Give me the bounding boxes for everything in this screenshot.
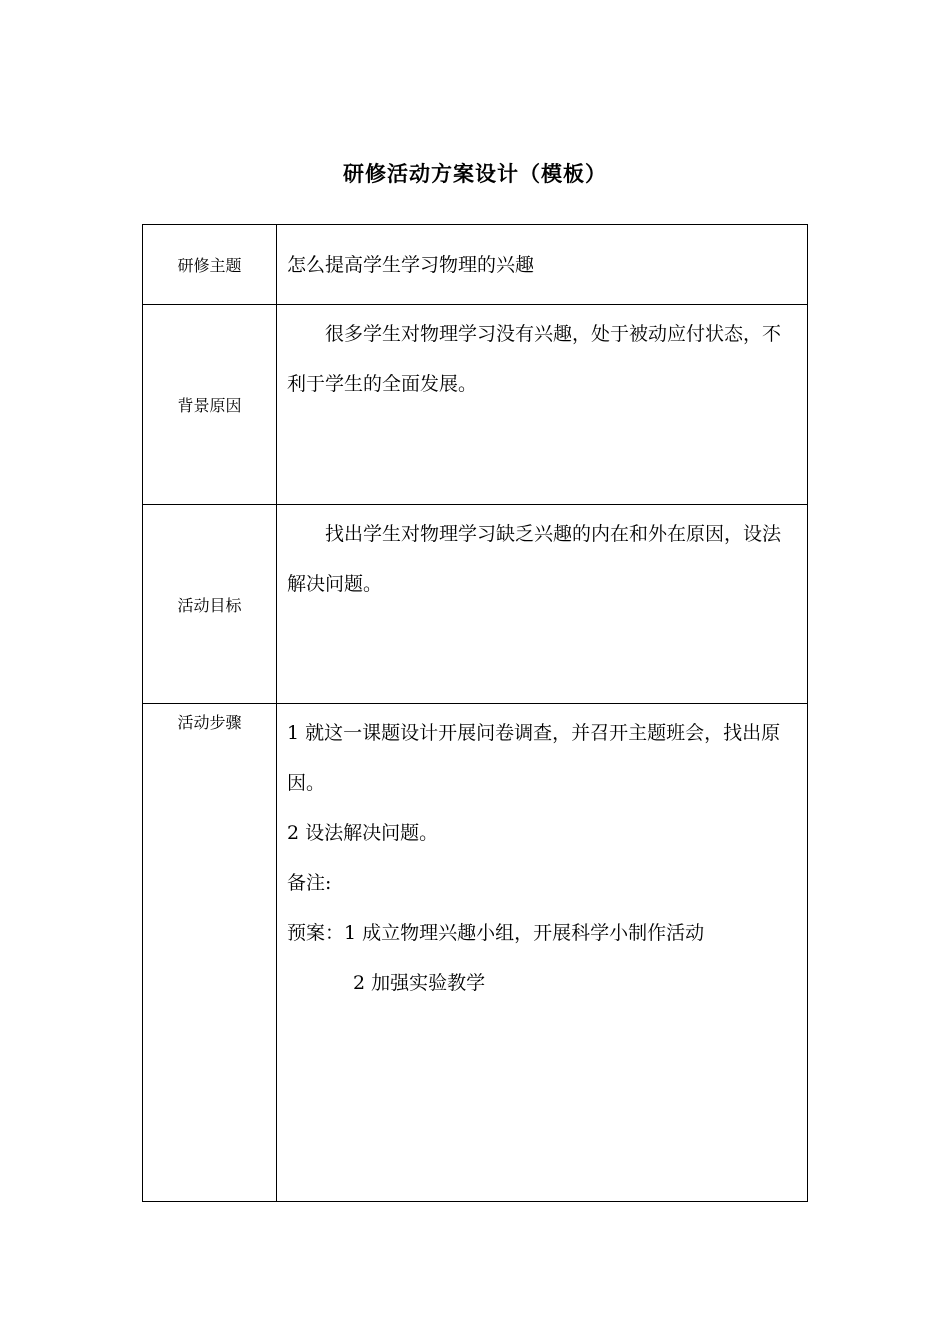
steps-plan-line-1: 预案：1 成立物理兴趣小组，开展科学小制作活动 (287, 922, 705, 944)
steps-line-1: 1 就这一课题设计开展问卷调查，并召开主题班会，找出原因。 (287, 722, 781, 794)
steps-label: 活动步骤 (143, 704, 277, 1202)
steps-plan-line-2: 2 加强实验教学 (353, 972, 486, 994)
plan-table (142, 224, 808, 1202)
table-row-topic (143, 225, 808, 305)
table-row-goal (143, 505, 808, 704)
document-title: 研修活动方案设计（模板） (343, 161, 607, 186)
steps-cell (277, 704, 808, 1202)
background-content: 很多学生对物理学习没有兴趣，处于被动应付状态，不利于学生的全面发展。 (287, 323, 782, 395)
table-row-steps (143, 704, 808, 1202)
topic-label: 研修主题 (143, 225, 277, 305)
background-label: 背景原因 (143, 305, 277, 505)
background-cell (277, 305, 808, 505)
goal-cell (277, 505, 808, 704)
steps-note-label: 备注: (287, 872, 332, 894)
topic-content: 怎么提高学生学习物理的兴趣 (277, 225, 808, 305)
steps-line-2: 2 设法解决问题。 (287, 822, 439, 844)
goal-content: 找出学生对物理学习缺乏兴趣的内在和外在原因，设法解决问题。 (287, 523, 782, 595)
table-row-background (143, 305, 808, 505)
goal-label: 活动目标 (143, 505, 277, 704)
steps-list (287, 704, 799, 1008)
